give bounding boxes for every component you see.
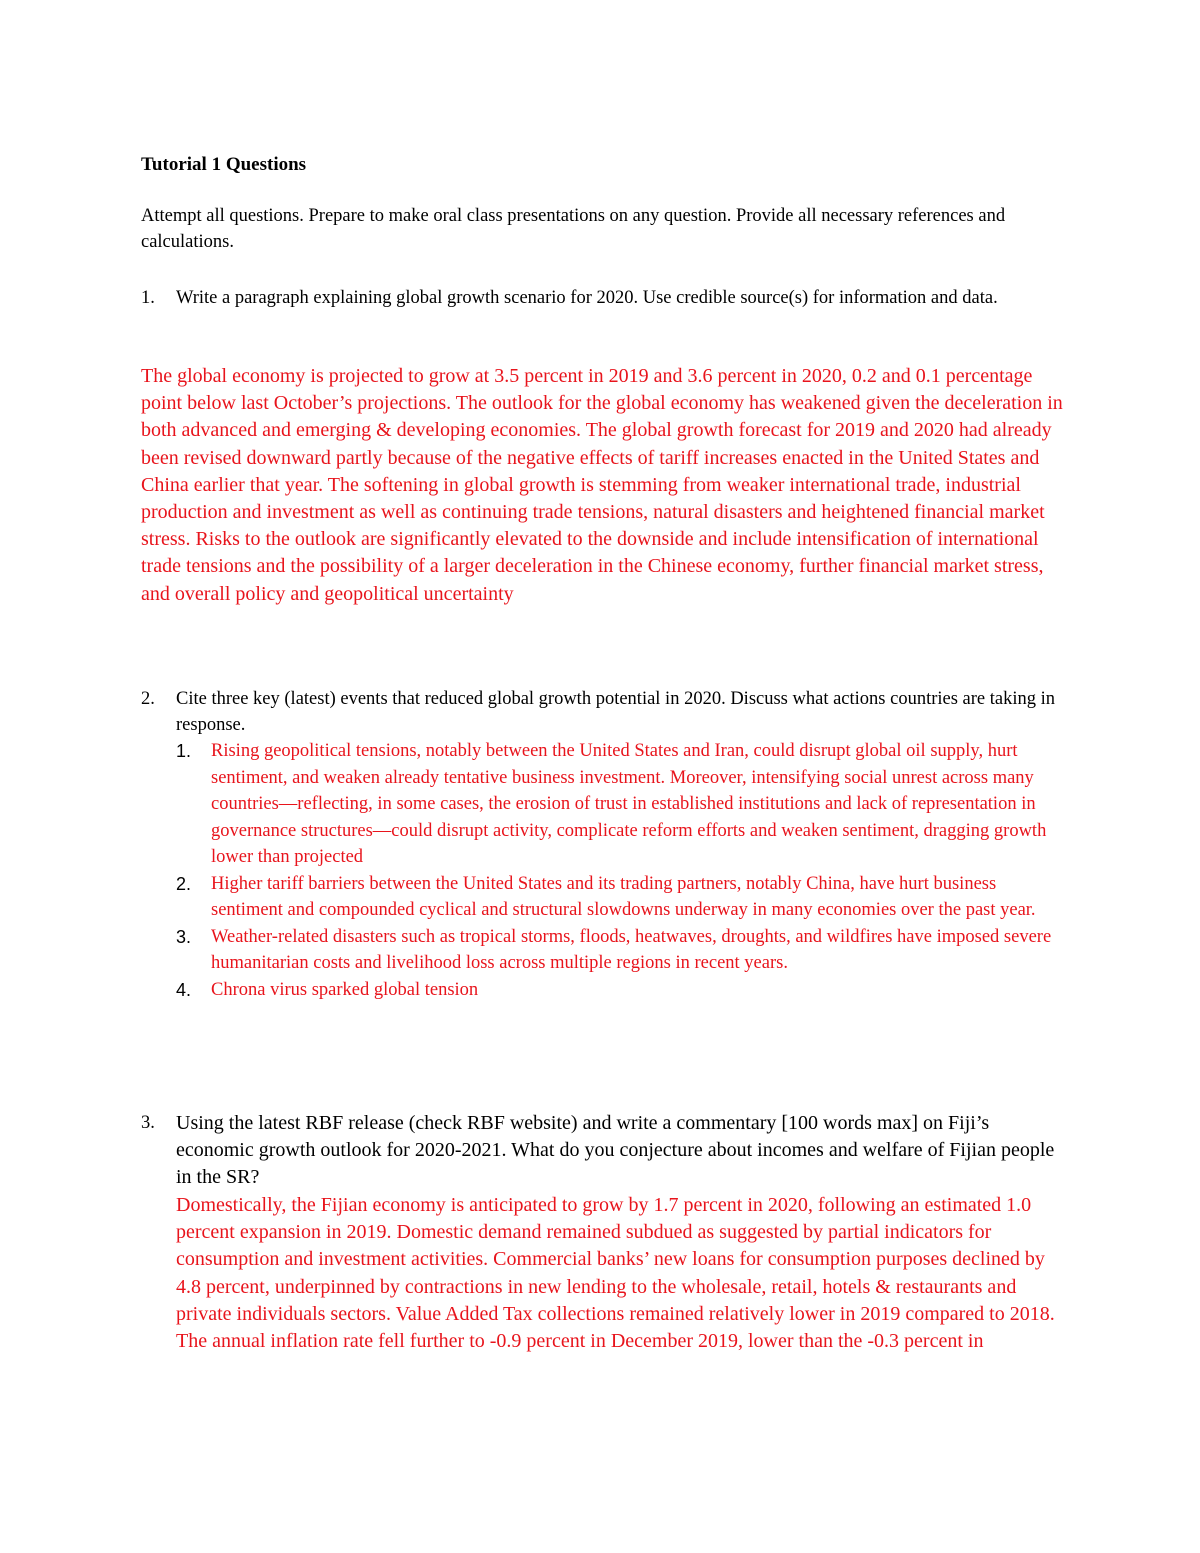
list-item-number: 4.	[176, 979, 192, 1000]
question-1	[141, 285, 1071, 311]
answer-2-list	[176, 738, 1066, 1003]
answer-3: Domestically, the Fijian economy is anticipated to grow by 1.7 percent in 2020, following an estimated 1.0 percent expansion in 2019. Domestic demand remained subdued as suggested by partial indicators for consumption and investment activities. Commercial banks’ new loans for consumption purposes declined by 4.8 percent, underpinned by contractions in new lending to the wholesale, retail, hotels & restaurants and private individuals sectors. Value Added Tax collections remained relatively lower in 2019 compared to 2018. The annual inflation rate fell further to -0.9 percent in December 2019, lower than the -0.3 percent in	[176, 1194, 1055, 1353]
instructions-paragraph: Attempt all questions. Prepare to make oral class presentations on any question. Provide all necessary references and calculations.	[141, 206, 1006, 252]
question-text: Cite three key (latest) events that reduced global growth potential in 2020. Discuss what actions countries are taking in response.	[176, 689, 1056, 735]
list-item-text: Weather-related disasters such as tropical storms, floods, heatwaves, droughts, and wildfires have imposed severe humanitarian costs and livelihood loss across multiple regions in recent years.	[211, 926, 1052, 973]
question-text: Using the latest RBF release (check RBF website) and write a commentary [100 words max] on Fiji’s economic growth outlook for 2020-2021. What do you conjecture about incomes and welfare of Fijian people in the SR?	[176, 1112, 1055, 1189]
list-item-number: 1.	[176, 741, 192, 761]
page-title: Tutorial 1 Questions	[141, 154, 307, 175]
list-item-text: Higher tariff barriers between the United States and its trading partners, notably China, have hurt business sentiment and compounded cyclical and structural slowdowns underway in many economies over the past year.	[211, 873, 1036, 920]
list-item-number: 2.	[176, 873, 192, 894]
list-item	[176, 924, 1066, 977]
answer-1: The global economy is projected to grow at 3.5 percent in 2019 and 3.6 percent in 2020, 0.2 and 0.1 percentage point below last October’s projections. The outlook for the global economy has weakened given the deceleration in both advanced and emerging & developing economies. The global growth forecast for 2019 and 2020 had already been revised downward partly because of the negative effects of tariff increases enacted in the United States and China earlier that year. The softening in global growth is stemming from weaker international trade, industrial production and investment as well as continuing trade tensions, natural disasters and heightened financial market stress. Risks to the outlook are significantly elevated to the downside and include intensification of international trade tensions and the possibility of a larger deceleration in the Chinese economy, further financial market stress, and overall policy and geopolitical uncertainty	[141, 365, 1063, 605]
question-number: 1.	[141, 288, 155, 308]
question-3	[141, 1110, 1071, 1192]
question-number: 3.	[141, 1113, 155, 1133]
question-2	[141, 686, 1071, 738]
list-item	[176, 977, 1066, 1004]
question-number: 2.	[141, 689, 155, 709]
list-item	[176, 738, 1066, 871]
list-item-text: Chrona virus sparked global tension	[211, 979, 479, 1000]
list-item-number: 3.	[176, 926, 192, 947]
list-item	[176, 871, 1066, 924]
list-item-text: Rising geopolitical tensions, notably between the United States and Iran, could disrupt global oil supply, hurt sentiment, and weaken already tentative business investment. Moreover, intensifying social unrest across many countries—reflecting, in some cases, the erosion of trust in established institutions and lack of representation in governance structures—could disrupt activity, complicate reform efforts and weaken sentiment, dragging growth lower than projected	[211, 741, 1047, 867]
question-text: Write a paragraph explaining global growth scenario for 2020. Use credible source(s) for information and data.	[176, 288, 998, 308]
